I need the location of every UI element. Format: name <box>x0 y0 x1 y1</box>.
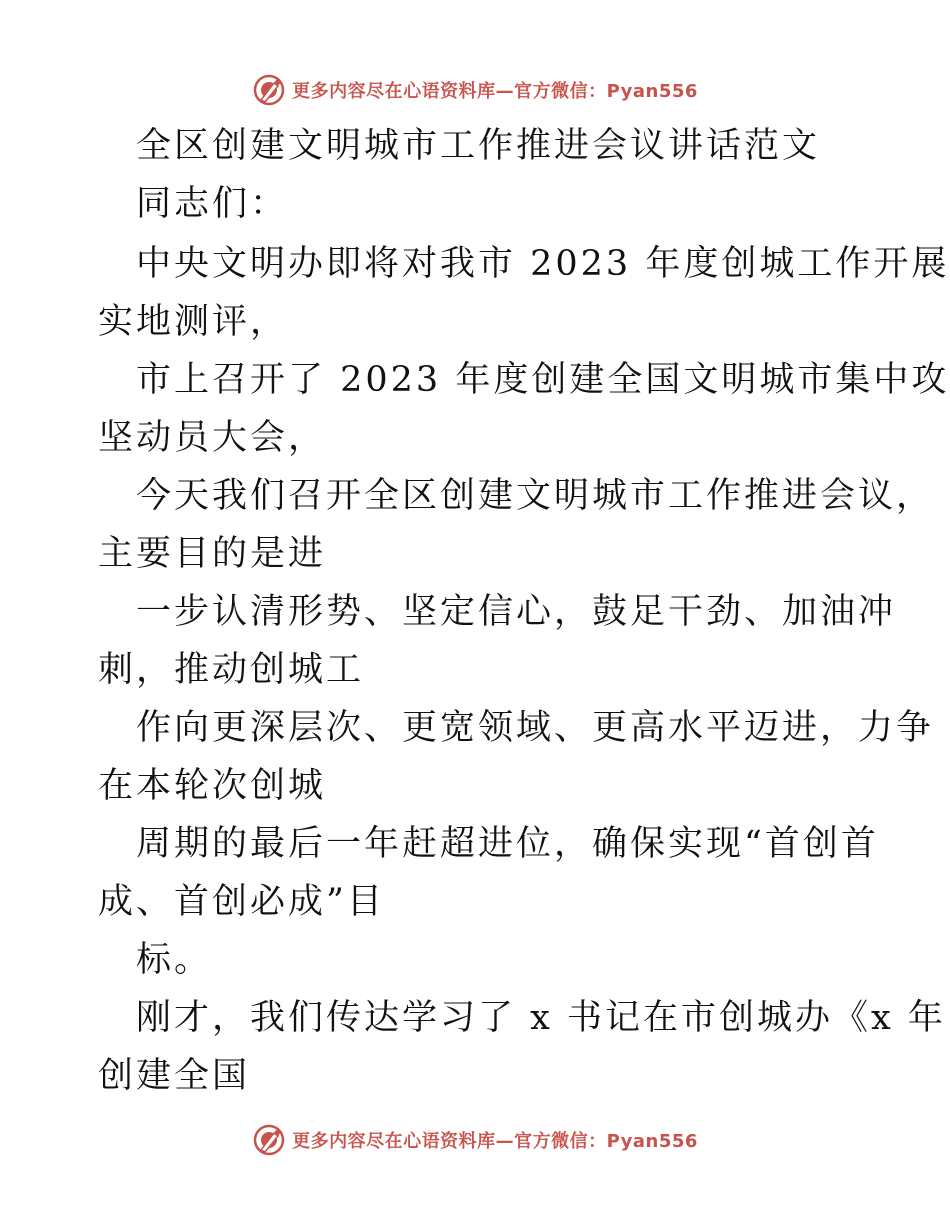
text-line: 中央文明办即将对我市 2023 年度创城工作开展 <box>136 244 950 284</box>
watermark-banner-bottom <box>0 1120 950 1160</box>
text-line: 刚才，我们传达学习了 x 书记在市创城办《x 年 <box>136 998 946 1038</box>
pen-seal-logo <box>252 73 286 107</box>
text-line: 市上召开了 2023 年度创建全国文明城市集中攻 <box>136 360 950 400</box>
text-line: 在本轮次创城 <box>98 766 327 806</box>
text-line: 实地测评， <box>98 302 289 342</box>
text-line: 同志们： <box>136 184 289 224</box>
text-line: 创建全国 <box>98 1056 251 1096</box>
watermark-text: 更多内容尽在心语资料库—官方微信：Pyan556 <box>292 1131 698 1152</box>
document-title: 全区创建文明城市工作推进会议讲话范文 <box>136 126 821 166</box>
watermark-text: 更多内容尽在心语资料库—官方微信：Pyan556 <box>292 81 698 102</box>
text-line: 主要目的是进 <box>98 534 327 574</box>
text-line: 成、首创必成”目 <box>98 882 385 922</box>
text-line: 作向更深层次、更宽领域、更高水平迈进，力争 <box>136 708 935 748</box>
pen-seal-logo <box>252 1123 286 1157</box>
text-line: 今天我们召开全区创建文明城市工作推进会议， <box>136 476 935 516</box>
text-line: 周期的最后一年赶超进位，确保实现“首创首 <box>136 824 879 864</box>
text-line: 刺，推动创城工 <box>98 650 365 690</box>
text-line: 坚动员大会， <box>98 418 327 458</box>
watermark-banner-top <box>0 70 950 110</box>
text-line: 标。 <box>136 940 213 980</box>
text-line: 一步认清形势、坚定信心，鼓足干劲、加油冲 <box>136 592 897 632</box>
